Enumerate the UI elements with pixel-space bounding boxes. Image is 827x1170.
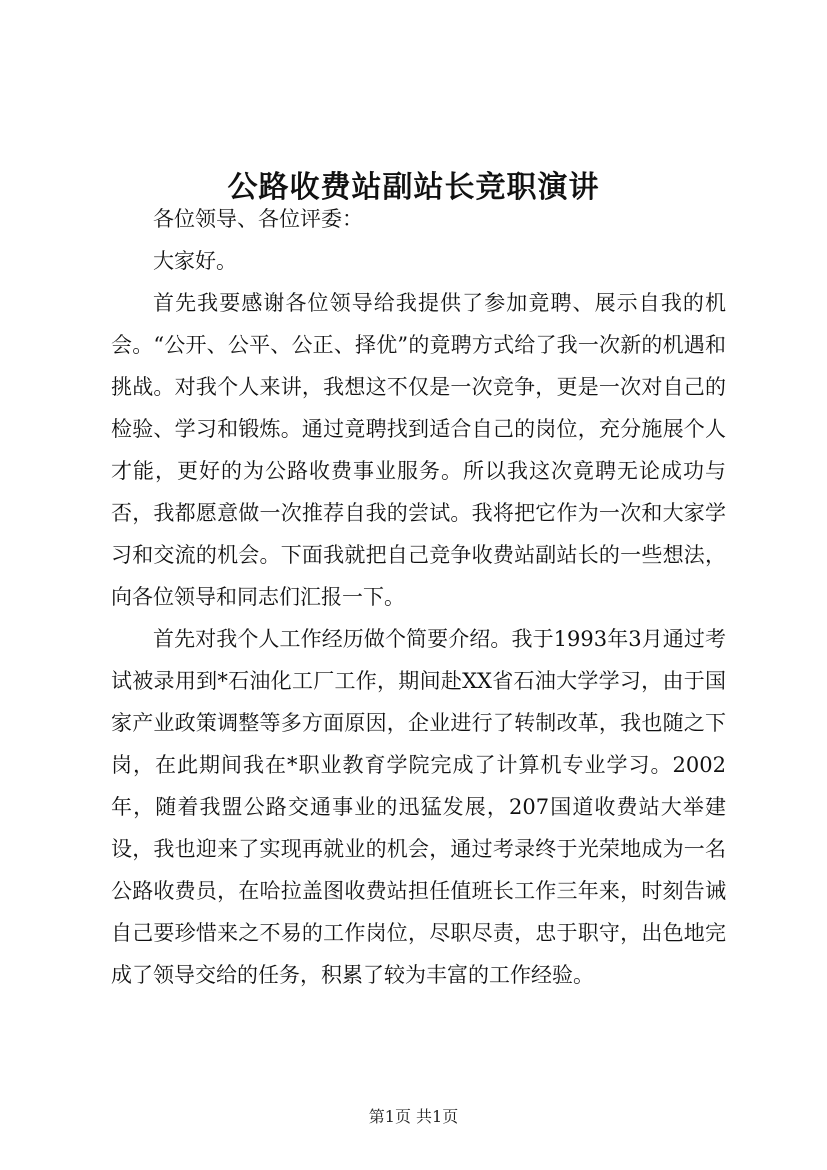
- greeting: 大家好。: [153, 249, 237, 273]
- paragraph-2: 首先对我个人工作经历做个简要介绍。我于1993年3月通过考试被录用到*石油化工厂工作，期间赴XX省石油大学学习，由于国家产业政策调整等多方面原因，企业进行了转制改革，我也随之下岗，在此期间我在*职业教育学院完成了计算机专业学习。2002年，随着我盟公路交通事业的迅猛发展，207国道收费站大举建设，我也迎来了实现再就业的机会，通过考录终于光荣地成为一名公路收费员，在哈拉盖图收费站担任值班长工作三年来，时刻告诫自己要珍惜来之不易的工作岗位，尽职尽责，忠于职守，出色地完成了领导交给的任务，积累了较为丰富的工作经验。: [111, 627, 726, 987]
- paragraph-1: 首先我要感谢各位领导给我提供了参加竟聘、展示自我的机会。“公开、公平、公正、择优”的竟聘方式给了我一次新的机遇和挑战。对我个人来讲，我想这不仅是一次竞争，更是一次对自己的检验、学习和锻炼。通过竟聘找到适合自己的岗位，充分施展个人才能，更好的为公路收费事业服务。所以我这次竟聘无论成功与否，我都愿意做一次推荐自我的尝试。我将把它作为一次和大家学习和交流的机会。下面我就把自己竞争收费站副站长的一些想法，向各位领导和同志们汇报一下。: [111, 291, 726, 609]
- document-title: 公路收费站副站长竞职演讲: [227, 170, 600, 206]
- speech-body: [111, 198, 726, 996]
- page-footer: 第1页 共1页: [368, 1107, 459, 1126]
- salutation: 各位领导、各位评委：: [153, 207, 363, 231]
